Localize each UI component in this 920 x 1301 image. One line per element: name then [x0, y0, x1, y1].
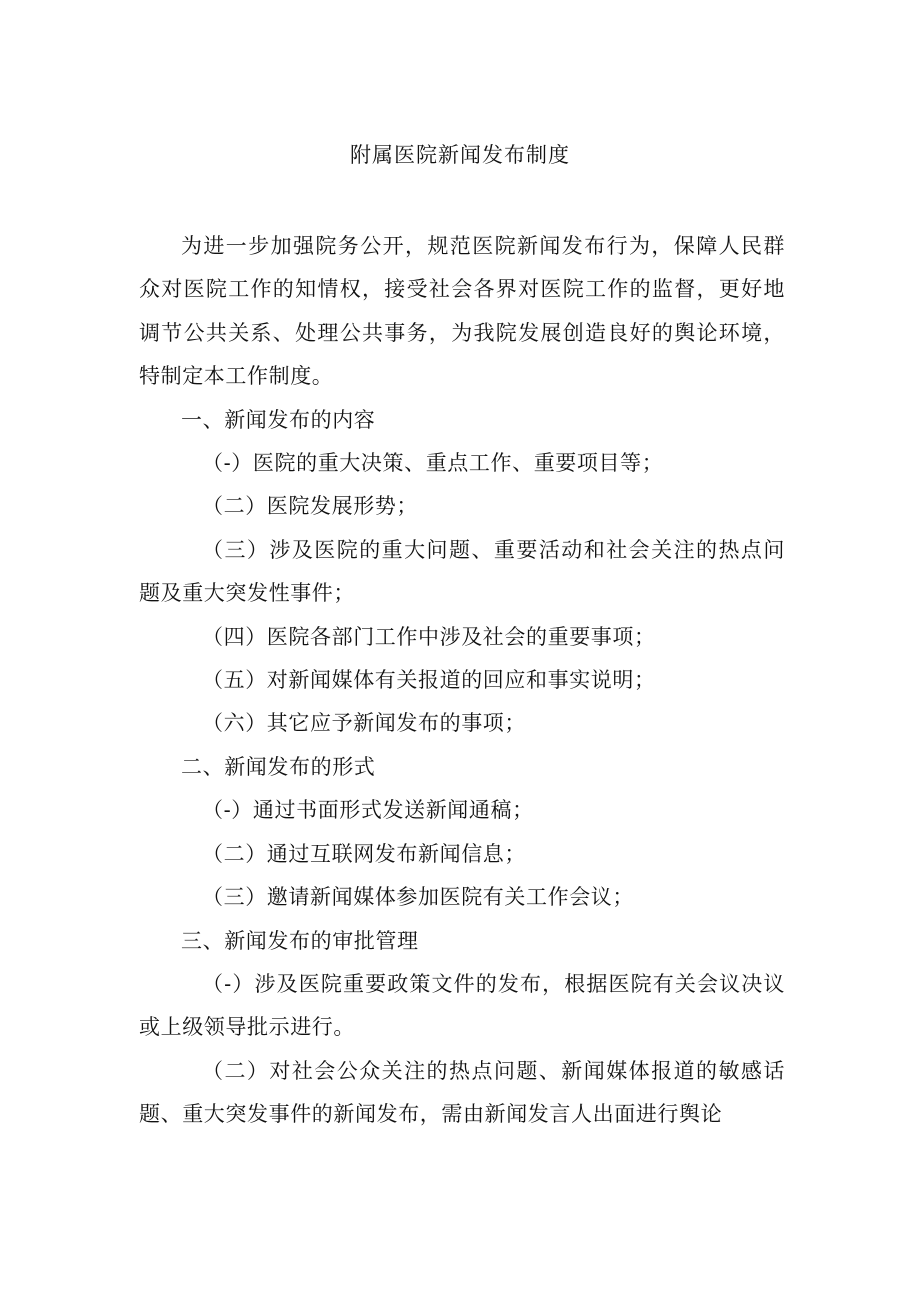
- intro-paragraph: 为进一步加强院务公开，规范医院新闻发布行为，保障人民群众对医院工作的知情权，接受社会各界对医院工作的监督，更好地调节公共关系、处理公共事务，为我院发展创造良好的舆论环境，特制定本工作制度。: [139, 234, 785, 389]
- section-heading-approval: 三、新闻发布的审批管理: [181, 928, 419, 953]
- list-item: （三）涉及医院的重大问题、重要活动和社会关注的热点问题及重大突发性事件；: [139, 537, 785, 606]
- list-item: （二）通过互联网发布新闻信息；: [202, 841, 526, 866]
- list-item: （二）对社会公众关注的热点问题、新闻媒体报道的敏感话题、重大突发事件的新闻发布，需由新闻发言人出面进行舆论: [139, 1058, 785, 1127]
- list-item: （-）涉及医院重要政策文件的发布，根据医院有关会议决议或上级领导批示进行。: [139, 971, 785, 1040]
- list-item: （六）其它应予新闻发布的事项；: [202, 711, 526, 736]
- list-item: （-）通过书面形式发送新闻通稿；: [202, 798, 534, 823]
- document-title: 附属医院新闻发布制度: [350, 143, 570, 167]
- list-item: （五）对新闻媒体有关报道的回应和事实说明；: [202, 668, 656, 693]
- list-item: （二）医院发展形势；: [202, 494, 418, 519]
- list-item: （四）医院各部门工作中涉及社会的重要事项；: [202, 624, 656, 649]
- section-heading-form: 二、新闻发布的形式: [181, 754, 376, 779]
- section-heading-content: 一、新闻发布的内容: [181, 407, 376, 432]
- document-body: [139, 225, 785, 1137]
- list-item: （-）医院的重大决策、重点工作、重要项目等；: [202, 451, 664, 476]
- list-item: （三）邀请新闻媒体参加医院有关工作会议；: [202, 885, 634, 910]
